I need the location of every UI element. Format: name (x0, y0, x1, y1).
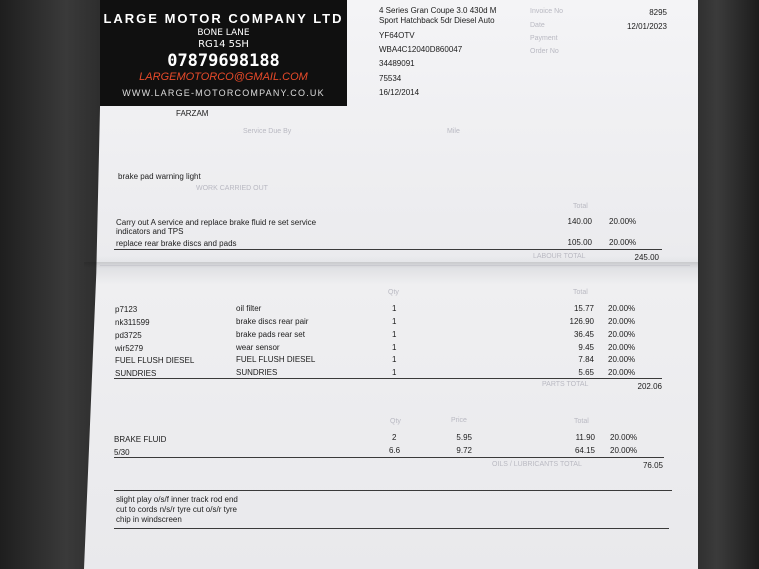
part-6-total: 5.65 (578, 368, 594, 377)
oil-2-total: 64.15 (574, 446, 595, 455)
customer-name: FARZAM (176, 109, 209, 118)
labour-total: 245.00 (634, 253, 659, 262)
order-no-label: Order No (530, 48, 559, 55)
company-name: LARGE MOTOR COMPANY LTD (103, 11, 344, 26)
labour-item-1-desc-cont: indicators and TPS (116, 227, 184, 236)
oil-1-vat: 20.00% (610, 433, 638, 442)
oil-2-qty: 6.6 (389, 446, 401, 455)
oils-total-header: Total (574, 418, 589, 425)
company-email: LARGEMOTORCO@GMAIL.COM (139, 71, 308, 83)
part-1-total: 15.77 (573, 304, 594, 313)
part-5-vat: 20.00% (608, 355, 636, 364)
vehicle-number: 34489091 (379, 59, 415, 68)
oil-1-price: 5.95 (456, 433, 472, 442)
parts-total: 202.06 (637, 382, 662, 391)
company-address-line2: RG14 5SH (198, 39, 249, 50)
oils-total-label: OILS / LUBRICANTS TOTAL (492, 461, 582, 468)
part-5-code: FUEL FLUSH DIESEL (115, 356, 195, 365)
vehicle-vin: WBA4C12040D860047 (379, 45, 463, 54)
oil-1-total: 11.90 (575, 433, 595, 442)
part-3-qty: 1 (392, 330, 397, 339)
section-divider (100, 265, 690, 266)
vehicle-model-line1: 4 Series Gran Coupe 3.0 430d M (379, 6, 497, 15)
labour-total-header: Total (573, 203, 588, 210)
part-4-total: 9.45 (578, 343, 594, 352)
part-2-desc: brake discs rear pair (236, 317, 309, 326)
oil-1-desc: BRAKE FLUID (114, 435, 167, 444)
advisory-line-2: cut to cords n/s/r tyre cut o/s/r tyre (116, 505, 237, 514)
labour-total-label: LABOUR TOTAL (533, 253, 586, 260)
work-carried-out-label: WORK CARRIED OUT (196, 185, 268, 192)
part-2-qty: 1 (392, 317, 397, 326)
vehicle-date: 16/12/2014 (379, 88, 420, 97)
part-4-desc: wear sensor (236, 343, 280, 352)
part-2-vat: 20.00% (608, 317, 636, 326)
company-logo (100, 0, 347, 106)
invoice-number: 8295 (649, 8, 667, 17)
vehicle-registration: YF64OTV (379, 31, 415, 40)
oil-2-vat: 20.00% (610, 446, 638, 455)
parts-qty-header: Qty (388, 289, 399, 296)
part-1-code: p7123 (115, 305, 138, 314)
vehicle-mileage: 75534 (379, 74, 402, 83)
labour-item-2-vat: 20.00% (609, 238, 637, 247)
part-6-qty: 1 (392, 368, 397, 377)
part-1-desc: oil filter (236, 304, 262, 313)
part-1-vat: 20.00% (608, 304, 636, 313)
part-2-total: 126.90 (569, 317, 594, 326)
labour-item-1-desc: Carry out A service and replace brake fluid re set service (116, 218, 317, 227)
leather-background-right (689, 0, 759, 569)
oil-1-qty: 2 (392, 433, 397, 442)
invoice-date: 12/01/2023 (626, 22, 667, 31)
company-phone: 07879698188 (167, 51, 280, 71)
part-2-code: nk311599 (115, 318, 150, 327)
mile-label: Mile (447, 128, 460, 135)
oil-2-desc: 5/30 (114, 448, 130, 457)
part-1-qty: 1 (392, 304, 397, 313)
part-3-vat: 20.00% (608, 330, 636, 339)
payment-label: Payment (530, 35, 558, 42)
labour-item-2-total: 105.00 (567, 238, 592, 247)
advisory-line-1: slight play o/s/f inner track rod end (116, 495, 238, 504)
labour-divider (114, 249, 662, 250)
company-website: WWW.LARGE-MOTORCOMPANY.CO.UK (122, 88, 325, 98)
part-5-total: 7.84 (578, 355, 594, 364)
part-3-total: 36.45 (573, 330, 594, 339)
oils-price-header: Price (451, 417, 467, 424)
part-3-code: pd3725 (115, 331, 142, 340)
part-5-qty: 1 (392, 355, 397, 364)
reported-fault: brake pad warning light (118, 172, 201, 181)
advisory-line-3: chip in windscreen (116, 515, 182, 524)
part-6-vat: 20.00% (608, 368, 636, 377)
oil-2-price: 9.72 (456, 446, 472, 455)
oils-qty-header: Qty (390, 418, 401, 425)
part-3-desc: brake pads rear set (236, 330, 305, 339)
part-6-code: SUNDRIES (115, 369, 157, 378)
advisory-top-line (114, 490, 672, 491)
labour-item-1-total: 140.00 (567, 217, 592, 226)
vehicle-model-line2: Sport Hatchback 5dr Diesel Auto (379, 16, 495, 25)
oils-divider (114, 457, 664, 458)
labour-item-2-desc: replace rear brake discs and pads (116, 239, 237, 248)
oils-total: 76.05 (642, 461, 663, 470)
labour-item-1-vat: 20.00% (609, 217, 637, 226)
company-address-line1: BONE LANE (197, 28, 250, 38)
part-4-code: wir5279 (115, 344, 144, 353)
part-4-vat: 20.00% (608, 343, 636, 352)
parts-total-header: Total (573, 289, 588, 296)
service-due-label: Service Due By (243, 128, 292, 135)
parts-total-label: PARTS TOTAL (542, 381, 589, 388)
advisory-bottom-line (114, 528, 669, 529)
part-5-desc: FUEL FLUSH DIESEL (236, 355, 316, 364)
part-4-qty: 1 (392, 343, 397, 352)
invoice-no-label: Invoice No (530, 8, 564, 15)
invoice-date-label: Date (530, 22, 545, 29)
parts-divider (114, 378, 662, 379)
part-6-desc: SUNDRIES (236, 368, 278, 377)
